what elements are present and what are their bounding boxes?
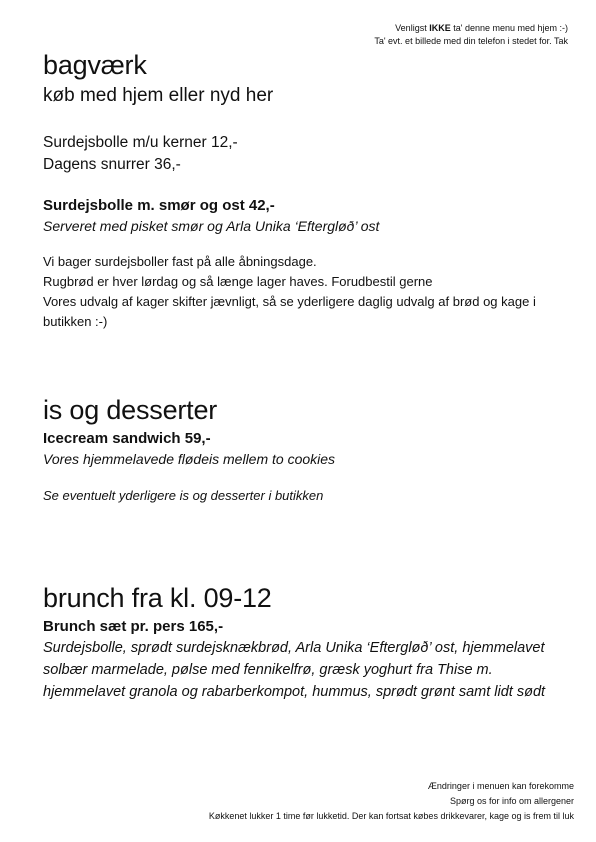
brunch-section <box>43 581 578 703</box>
top-notice-line-2: Ta' evt. et billede med din telefon i stedet for. Tak <box>374 36 568 46</box>
top-notice-bold: IKKE <box>429 23 451 33</box>
brunch-heading: brunch fra kl. 09-12 <box>43 583 272 613</box>
top-notice <box>374 22 568 48</box>
dessert-note: Se eventuelt yderligere is og desserter i butikken <box>43 488 324 503</box>
brunch-item-title: Brunch sæt pr. pers 165,- <box>43 618 224 635</box>
desserts-heading: is og desserter <box>43 395 218 425</box>
top-notice-line-1 <box>374 22 568 35</box>
featured-item-desc: Serveret med pisket smør og Arla Unika ‘Eftergløð’ ost <box>43 218 380 234</box>
desserts-section <box>43 393 578 505</box>
dessert-item-desc: Vores hjemmelavede flødeis mellem to cookies <box>43 451 336 467</box>
bakery-info-line: Rugbrød er hver lørdag og så længe lager haves. Forudbestil gerne <box>43 274 433 289</box>
top-notice-text-b: ta' denne menu med hjem :-) <box>450 23 568 33</box>
featured-item-title: Surdejsbolle m. smør og ost 42,- <box>43 197 275 214</box>
bakery-info-line: Vi bager surdejsboller fast på alle åbningsdage. <box>43 254 317 269</box>
brunch-item-desc: Surdejsbolle, sprødt surdejsknækbrød, Arla Unika ‘Eftergløð’ ost, hjemmelavet solbær marmelade, pølse med fennikelfrø, græsk yoghurt fra Thise m. hjemmelavet granola og rabarberkompot, hummus, sprødt grønt samt lidt sødt <box>43 640 546 700</box>
bottom-notice-line: Ændringer i menuen kan forekomme <box>427 781 574 791</box>
bottom-notice-line: Spørg os for info om allergener <box>449 796 574 806</box>
menu-item: Surdejsbolle m/u kerner 12,- <box>43 134 238 151</box>
bakery-info-line: Vores udvalg af kager skifter jævnligt, så se yderligere daglig udvalg af brød og kage i butikken :-) <box>43 294 536 329</box>
dessert-item-title: Icecream sandwich 59,- <box>43 430 211 447</box>
bakery-heading: bagværk <box>43 50 147 80</box>
bakery-subtitle: køb med hjem eller nyd her <box>43 85 274 106</box>
bakery-section <box>43 48 578 332</box>
menu-item: Dagens snurrer 36,- <box>43 156 181 173</box>
menu-content <box>43 48 578 700</box>
bottom-notice-line: Køkkenet lukker 1 time før lukketid. Der kan fortsat købes drikkevarer, kage og is frem til luk <box>208 811 574 821</box>
bottom-notice <box>209 779 574 824</box>
top-notice-text-a: Venligst <box>395 23 430 33</box>
